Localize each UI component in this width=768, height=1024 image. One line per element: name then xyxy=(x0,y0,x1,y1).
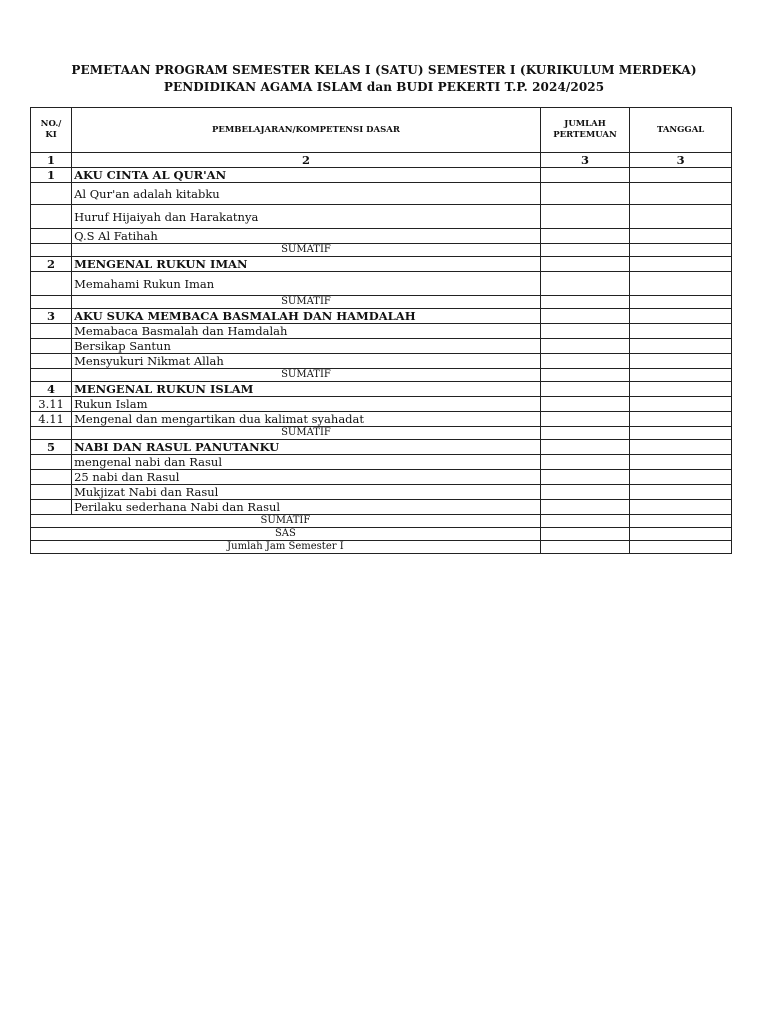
jumlah-cell xyxy=(540,354,629,369)
row-number xyxy=(31,455,72,470)
unit-title: AKU CINTA AL QUR'AN xyxy=(72,168,541,183)
footer-sumatif-row xyxy=(31,515,732,528)
sumatif-label: SUMATIF xyxy=(72,427,541,440)
document-title-line2: PENDIDIKAN AGAMA ISLAM dan BUDI PEKERTI T.P. 2024/2025 xyxy=(163,80,605,94)
row-number xyxy=(31,470,72,485)
row-number xyxy=(31,244,72,257)
jumlah-cell xyxy=(540,168,629,183)
row-number xyxy=(31,183,72,205)
footer-total-label: Jumlah Jam Semester I xyxy=(31,541,541,554)
row-topic: Perilaku sederhana Nabi dan Rasul xyxy=(72,500,541,515)
jumlah-cell xyxy=(540,183,629,205)
table-row xyxy=(31,309,732,324)
row-topic: Memabaca Basmalah dan Hamdalah xyxy=(72,324,541,339)
tanggal-cell xyxy=(630,296,732,309)
jumlah-cell xyxy=(540,397,629,412)
jumlah-cell xyxy=(540,427,629,440)
jumlah-cell xyxy=(540,205,629,229)
column-index: 1 xyxy=(31,153,72,168)
table-row xyxy=(31,455,732,470)
table-row xyxy=(31,183,732,205)
table-row xyxy=(31,485,732,500)
tanggal-cell xyxy=(630,309,732,324)
table-row xyxy=(31,440,732,455)
tanggal-cell xyxy=(630,485,732,500)
row-number: 4.11 xyxy=(31,412,72,427)
row-topic: mengenal nabi dan Rasul xyxy=(72,455,541,470)
tanggal-cell xyxy=(630,369,732,382)
tanggal-cell xyxy=(630,440,732,455)
jumlah-cell xyxy=(540,244,629,257)
header-tanggal: TANGGAL xyxy=(630,108,732,153)
footer-sas-row xyxy=(31,528,732,541)
tanggal-cell xyxy=(630,515,732,528)
row-topic: Q.S Al Fatihah xyxy=(72,229,541,244)
sumatif-row xyxy=(31,427,732,440)
program-semester-table xyxy=(30,107,732,554)
table-row xyxy=(31,168,732,183)
tanggal-cell xyxy=(630,272,732,296)
row-number xyxy=(31,369,72,382)
tanggal-cell xyxy=(630,427,732,440)
tanggal-cell xyxy=(630,324,732,339)
jumlah-cell xyxy=(540,369,629,382)
table-row xyxy=(31,257,732,272)
row-topic: 25 nabi dan Rasul xyxy=(72,470,541,485)
tanggal-cell xyxy=(630,528,732,541)
tanggal-cell xyxy=(630,455,732,470)
unit-number: 2 xyxy=(31,257,72,272)
header-jumlah-pertemuan: JUMLAH PERTEMUAN xyxy=(540,108,629,153)
tanggal-cell xyxy=(630,229,732,244)
table-header-row xyxy=(31,108,732,153)
row-number xyxy=(31,427,72,440)
jumlah-cell xyxy=(540,324,629,339)
sumatif-row xyxy=(31,244,732,257)
row-topic: Memahami Rukun Iman xyxy=(72,272,541,296)
row-number xyxy=(31,205,72,229)
row-topic: Mensyukuri Nikmat Allah xyxy=(72,354,541,369)
row-topic: Mengenal dan mengartikan dua kalimat syahadat xyxy=(72,412,541,427)
row-number: 3.11 xyxy=(31,397,72,412)
table-row xyxy=(31,205,732,229)
jumlah-cell xyxy=(540,229,629,244)
jumlah-cell xyxy=(540,485,629,500)
jumlah-cell xyxy=(540,470,629,485)
unit-title: MENGENAL RUKUN ISLAM xyxy=(72,382,541,397)
header-kompetensi-dasar: PEMBELAJARAN/KOMPETENSI DASAR xyxy=(72,108,541,153)
row-number xyxy=(31,485,72,500)
row-number xyxy=(31,354,72,369)
row-number xyxy=(31,229,72,244)
jumlah-cell xyxy=(540,272,629,296)
unit-number: 4 xyxy=(31,382,72,397)
row-number xyxy=(31,272,72,296)
tanggal-cell xyxy=(630,244,732,257)
row-number xyxy=(31,324,72,339)
row-number xyxy=(31,296,72,309)
unit-title: AKU SUKA MEMBACA BASMALAH DAN HAMDALAH xyxy=(72,309,541,324)
sumatif-row xyxy=(31,369,732,382)
jumlah-cell xyxy=(540,455,629,470)
tanggal-cell xyxy=(630,257,732,272)
row-number xyxy=(31,339,72,354)
jumlah-cell xyxy=(540,382,629,397)
jumlah-cell xyxy=(540,309,629,324)
unit-number: 5 xyxy=(31,440,72,455)
unit-number: 3 xyxy=(31,309,72,324)
jumlah-cell xyxy=(540,528,629,541)
unit-title: MENGENAL RUKUN IMAN xyxy=(72,257,541,272)
sumatif-label: SUMATIF xyxy=(72,369,541,382)
column-index: 3 xyxy=(630,153,732,168)
jumlah-cell xyxy=(540,500,629,515)
tanggal-cell xyxy=(630,183,732,205)
unit-number: 1 xyxy=(31,168,72,183)
jumlah-cell xyxy=(540,412,629,427)
tanggal-cell xyxy=(630,412,732,427)
footer-sumatif-label: SUMATIF xyxy=(31,515,541,528)
table-row xyxy=(31,339,732,354)
table-row xyxy=(31,500,732,515)
tanggal-cell xyxy=(630,541,732,554)
jumlah-cell xyxy=(540,541,629,554)
row-number xyxy=(31,500,72,515)
tanggal-cell xyxy=(630,500,732,515)
jumlah-cell xyxy=(540,440,629,455)
row-topic: Al Qur'an adalah kitabku xyxy=(72,183,541,205)
jumlah-cell xyxy=(540,296,629,309)
jumlah-cell xyxy=(540,339,629,354)
table-row xyxy=(31,412,732,427)
document-title-line1: PEMETAAN PROGRAM SEMESTER KELAS I (SATU) SEMESTER I (KURIKULUM MERDEKA) xyxy=(71,63,697,77)
tanggal-cell xyxy=(630,339,732,354)
tanggal-cell xyxy=(630,470,732,485)
column-index: 2 xyxy=(72,153,541,168)
jumlah-cell xyxy=(540,257,629,272)
tanggal-cell xyxy=(630,205,732,229)
row-topic: Rukun Islam xyxy=(72,397,541,412)
unit-title: NABI DAN RASUL PANUTANKU xyxy=(72,440,541,455)
row-topic: Bersikap Santun xyxy=(72,339,541,354)
tanggal-cell xyxy=(630,397,732,412)
footer-total-row xyxy=(31,541,732,554)
tanggal-cell xyxy=(630,382,732,397)
sumatif-label: SUMATIF xyxy=(72,244,541,257)
table-row xyxy=(31,397,732,412)
sumatif-row xyxy=(31,296,732,309)
table-row xyxy=(31,354,732,369)
column-index: 3 xyxy=(540,153,629,168)
table-row xyxy=(31,470,732,485)
table-row xyxy=(31,324,732,339)
row-topic: Huruf Hijaiyah dan Harakatnya xyxy=(72,205,541,229)
column-index-row xyxy=(31,153,732,168)
sumatif-label: SUMATIF xyxy=(72,296,541,309)
row-topic: Mukjizat Nabi dan Rasul xyxy=(72,485,541,500)
header-no-ki: NO./ KI xyxy=(31,108,72,153)
table-row xyxy=(31,272,732,296)
footer-sas-label: SAS xyxy=(31,528,541,541)
tanggal-cell xyxy=(630,354,732,369)
jumlah-cell xyxy=(540,515,629,528)
tanggal-cell xyxy=(630,168,732,183)
table-row xyxy=(31,229,732,244)
table-row xyxy=(31,382,732,397)
